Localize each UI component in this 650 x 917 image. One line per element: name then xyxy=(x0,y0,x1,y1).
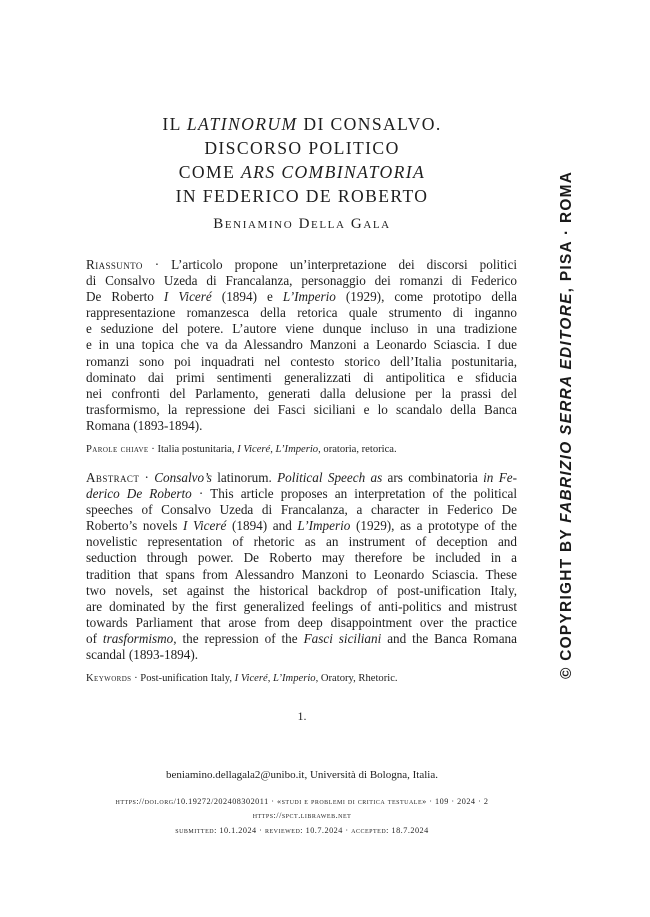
riassunto-line: dominato dai primi sentimenti generalizzati di antipolitica e sfiducia xyxy=(86,369,517,385)
author-name: Beniamino Della Gala xyxy=(213,216,391,232)
riassunto-line: e seduzione del potere. L’autore viene dunque incluso in una tradizione xyxy=(86,321,517,337)
riassunto-line: rappresentazione romanzesca della retorica quale strumento di inganno xyxy=(86,305,517,321)
riassunto-line: Riassunto · L’articolo propone un’interpretazione dei discorsi politici xyxy=(86,257,517,272)
riassunto-block xyxy=(86,257,517,434)
riassunto-line: nei confronti del Parlamento, generati dalla delusione per la prassi del xyxy=(86,385,517,401)
abstract-line: two novels, set against the historical backdrop of post-unification Italy, xyxy=(86,582,517,598)
copyright-sidebar: © COPYRIGHT BY FABRIZIO SERRA EDITORE, PISA · ROMA xyxy=(558,170,575,679)
riassunto-line: di Consalvo Uzeda di Francalanza, personaggio dei romanzi di Federico xyxy=(86,273,517,289)
abstract-line: towards Parliament that arose from deep disappointment over the practice xyxy=(86,614,517,630)
abstract-line: derico De Roberto · This article proposes an interpretation of the political xyxy=(86,486,517,502)
abstract-line: scandal (1893-1894). xyxy=(86,647,199,663)
author-email: beniamino.dellagala2@unibo.it, Università di Bologna, Italia. xyxy=(166,769,438,781)
abstract-line: Roberto’s novels I Viceré (1894) and L’Imperio (1929), as a prototype of the xyxy=(86,518,517,534)
dates-line: submitted: 10.1.2024 · reviewed: 10.7.2024 · accepted: 18.7.2024 xyxy=(175,826,429,835)
abstract-line: tradition that spans from Alessandro Manzoni to Leonardo Sciascia. These xyxy=(86,566,517,582)
abstract-line: of trasformismo, the repression of the Fasci siciliani and the Banca Romana xyxy=(86,630,517,646)
title-line-1: IL LATINORUM DI CONSALVO. xyxy=(162,114,442,134)
keywords-label: Keywords xyxy=(86,673,132,684)
abstract-line: seduction through power. De Roberto may therefore be included in a xyxy=(86,550,517,566)
keywords: Keywords · Post-unification Italy, I Viceré, L’Imperio, Oratory, Rhetoric. xyxy=(86,673,398,684)
parole-chiave: Parole chiave · Italia postunitaria, I Viceré, L’Imperio, oratoria, retorica. xyxy=(86,444,397,455)
abstract-label: Abstract xyxy=(86,470,140,485)
title-line-3: COME ARS COMBINATORIA xyxy=(178,162,426,182)
riassunto-line: Romana (1893-1894). xyxy=(86,417,203,433)
parole-chiave-label: Parole chiave xyxy=(86,444,149,455)
riassunto-line: trasformismo, la repressione dei Fasci siciliani e lo scandalo della Banca xyxy=(86,401,517,417)
journal-url: https://spct.libraweb.net xyxy=(252,811,352,820)
article-title xyxy=(0,112,604,208)
abstract-line: speeches of Consalvo Uzeda di Francalanza, a character in Federico De xyxy=(86,502,517,518)
section-number: 1. xyxy=(297,709,307,723)
riassunto-line: romanzi sono poi inquadrati nel contesto storico dell’Italia postunitaria, xyxy=(86,353,517,369)
title-line-4: IN FEDERICO DE ROBERTO xyxy=(175,186,429,206)
abstract-block xyxy=(86,470,517,663)
abstract-line: are dominated by the first generalized feelings of anti-politics and mistrust xyxy=(86,598,517,614)
abstract-line: Abstract · Consalvo’s latinorum. Political Speech as ars combinatoria in Fe- xyxy=(86,470,517,485)
riassunto-line: e in una topica che va da Alessandro Manzoni a Leonardo Sciascia. I due xyxy=(86,337,517,353)
riassunto-line: De Roberto I Viceré (1894) e L’Imperio (1929), come prototipo della xyxy=(86,289,517,305)
abstract-line: novelistic representation of rhetoric as an instrument of deception and xyxy=(86,534,517,550)
doi-line: https://doi.org/10.19272/202408302011 · «studi e problemi di critica testuale» · 109 · 2024 · 2 xyxy=(115,797,489,806)
title-line-2: DISCORSO POLITICO xyxy=(204,138,400,158)
riassunto-label: Riassunto xyxy=(86,257,143,272)
